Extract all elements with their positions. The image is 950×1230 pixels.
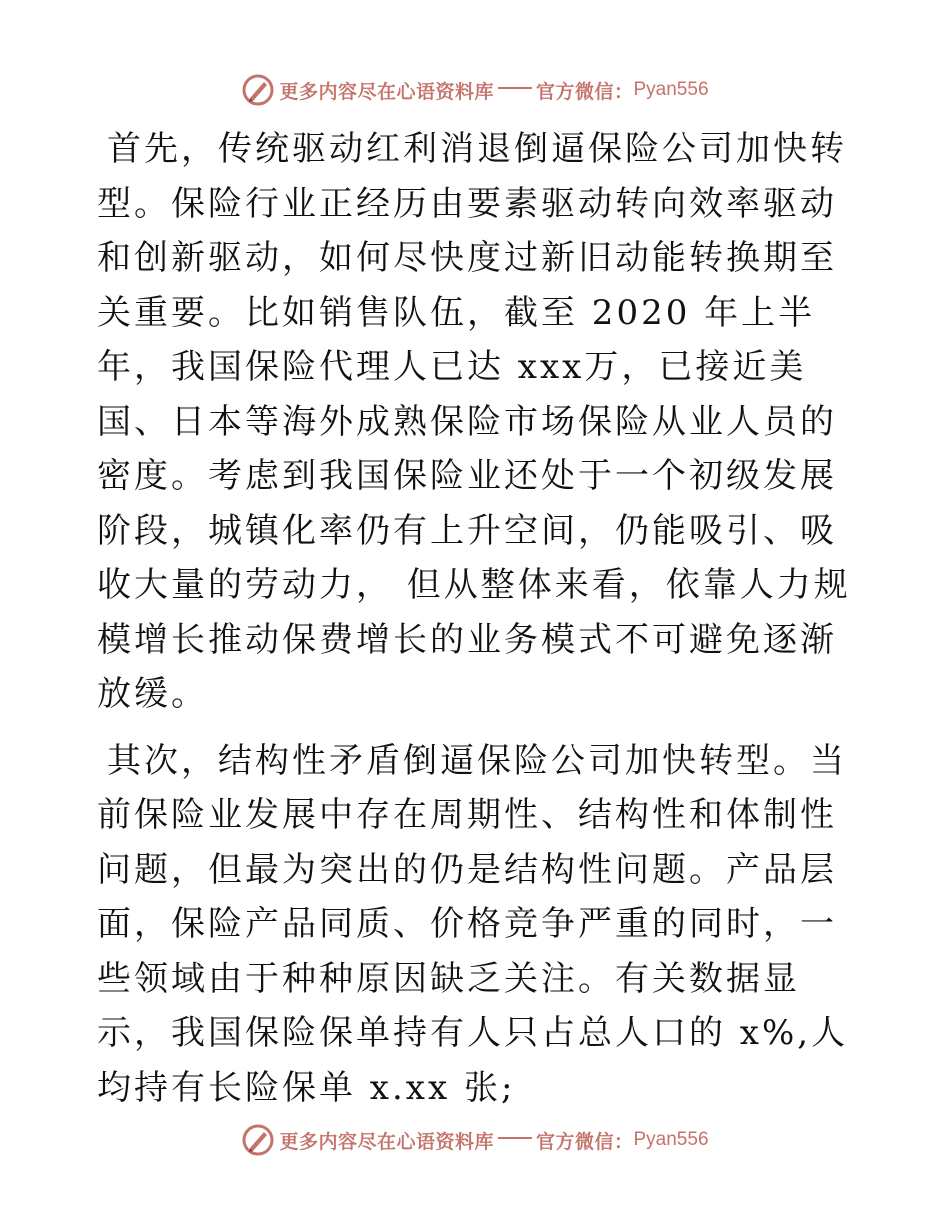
watermark-site-text: 更多内容尽在心语资料库 bbox=[279, 80, 494, 103]
watermark-account-label: 官方微信： bbox=[535, 1130, 634, 1153]
paragraph-1: 首先，传统驱动红利消退倒逼保险公司加快转型。保险行业正经历由要素驱动转向效率驱动和创新驱动，如何尽快度过新旧动能转换期至关重要。比如销售队伍，截至 2020 年上半年，我国保险代理人已达 xxx万，已接近美国、日本等海外成熟保险市场保险从业人员的密度。考虑到我国保险业还处于一个初级发展阶段，城镇化率仍有上升空间，仍能吸引、吸收大量的劳动力， 但从整体来看，依靠人力规模增长推动保费增长的业务模式不可避免逐渐放缓。 bbox=[97, 129, 851, 714]
paragraph-2: 其次，结构性矛盾倒逼保险公司加快转型。当前保险业发展中存在周期性、结构性和体制性问题，但最为突出的仍是结构性问题。产品层面，保险产品同质、价格竞争严重的同时，一些领域由于种种原因缺乏关注。有关数据显示，我国保险保单持有人只占总人口的 x%,人均持有长险保单 x.xx 张; bbox=[97, 740, 849, 1108]
pen-seal-logo-icon bbox=[241, 73, 275, 107]
pen-seal-logo-icon bbox=[241, 1123, 275, 1157]
watermark-dash bbox=[498, 1137, 532, 1139]
header-watermark bbox=[0, 70, 950, 110]
watermark-account-label: 官方微信： bbox=[535, 80, 634, 103]
document-body bbox=[97, 122, 867, 1115]
watermark-account-id: Pyan556 bbox=[633, 79, 709, 100]
watermark-account-id: Pyan556 bbox=[633, 1129, 709, 1150]
watermark-site-text: 更多内容尽在心语资料库 bbox=[279, 1130, 494, 1153]
footer-watermark bbox=[0, 1120, 950, 1160]
watermark-dash bbox=[498, 87, 532, 89]
